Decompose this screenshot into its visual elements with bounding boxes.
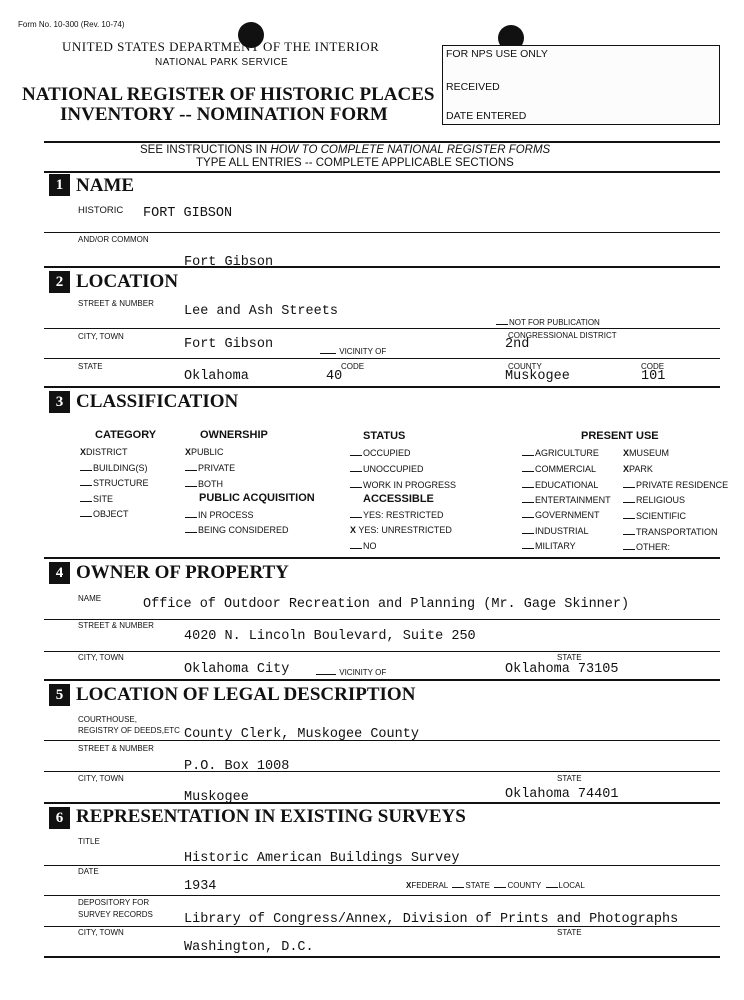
courthouse-label: COURTHOUSE, bbox=[78, 715, 137, 724]
registry-label: REGISTRY OF DEEDS,ETC bbox=[78, 726, 180, 735]
survey-city-value: Washington, D.C. bbox=[184, 940, 314, 955]
common-name-label: AND/OR COMMON bbox=[78, 235, 149, 244]
present-use-option: XMUSEUM bbox=[623, 448, 670, 458]
owner-name-label: NAME bbox=[78, 594, 102, 603]
depository-label-2: SURVEY RECORDS bbox=[78, 910, 153, 919]
historic-name-value: FORT GIBSON bbox=[143, 206, 233, 221]
department-name: UNITED STATES DEPARTMENT OF THE INTERIOR bbox=[62, 39, 380, 54]
ownership-option: PRIVATE bbox=[185, 463, 235, 473]
city-label: CITY, TOWN bbox=[78, 332, 124, 341]
county-label: COUNTY bbox=[508, 362, 542, 371]
access-option: NO bbox=[350, 541, 377, 551]
section-title-surveys: REPRESENTATION IN EXISTING SURVEYS bbox=[76, 806, 466, 827]
county-code-value: 101 bbox=[641, 369, 666, 384]
present-use-heading: PRESENT USE bbox=[581, 430, 659, 442]
legal-street-value: P.O. Box 1008 bbox=[184, 759, 290, 774]
common-name-value: Fort Gibson bbox=[184, 255, 274, 270]
status-option: UNOCCUPIED bbox=[350, 464, 424, 474]
category-option: XDISTRICT bbox=[80, 447, 128, 457]
section-title-name: NAME bbox=[76, 175, 135, 196]
access-option: YES: RESTRICTED bbox=[350, 510, 444, 520]
survey-state-label: STATE bbox=[557, 928, 582, 937]
county-value: Muskogee bbox=[505, 369, 570, 384]
owner-street-label: STREET & NUMBER bbox=[78, 621, 154, 630]
ownership-heading: OWNERSHIP bbox=[200, 429, 268, 441]
historic-label: HISTORIC bbox=[78, 205, 124, 216]
location-state-value: Oklahoma bbox=[184, 369, 249, 384]
section-number-2: 2 bbox=[49, 271, 70, 293]
present-use-option: INDUSTRIAL bbox=[522, 526, 589, 536]
survey-date-value: 1934 bbox=[184, 879, 217, 894]
form-title-line1: NATIONAL REGISTER OF HISTORIC PLACES bbox=[22, 84, 435, 105]
owner-vicinity-of: VICINITY OF bbox=[316, 668, 386, 677]
status-heading: STATUS bbox=[363, 430, 406, 442]
location-city-value: Fort Gibson bbox=[184, 337, 274, 352]
congressional-district-label: CONGRESSIONAL DISTRICT bbox=[508, 331, 617, 340]
section-number-6: 6 bbox=[49, 807, 70, 829]
section-title-legal-description: LOCATION OF LEGAL DESCRIPTION bbox=[76, 684, 416, 705]
present-use-option: MILITARY bbox=[522, 541, 576, 551]
survey-title-value: Historic American Buildings Survey bbox=[184, 851, 460, 866]
status-option: WORK IN PROGRESS bbox=[350, 480, 456, 490]
owner-state-value: Oklahoma 73105 bbox=[505, 662, 619, 677]
present-use-option: TRANSPORTATION bbox=[623, 527, 718, 537]
county-code-label: CODE bbox=[641, 362, 665, 371]
instructions-line1: SEE INSTRUCTIONS IN HOW TO COMPLETE NATIONAL REGISTER FORMS bbox=[140, 144, 551, 156]
owner-city-label: CITY, TOWN bbox=[78, 653, 124, 662]
vicinity-of: VICINITY OF bbox=[320, 347, 386, 356]
section-number-3: 3 bbox=[49, 391, 70, 413]
nps-received-label: RECEIVED bbox=[446, 81, 500, 93]
service-name: NATIONAL PARK SERVICE bbox=[155, 57, 289, 68]
category-option: STRUCTURE bbox=[80, 478, 149, 488]
survey-title-label: TITLE bbox=[78, 837, 100, 846]
section-title-location: LOCATION bbox=[76, 271, 179, 292]
survey-level-options: XFEDERAL STATE COUNTY LOCAL bbox=[406, 881, 585, 890]
legal-street-label: STREET & NUMBER bbox=[78, 744, 154, 753]
owner-state-label: STATE bbox=[557, 653, 582, 662]
nps-use-title: FOR NPS USE ONLY bbox=[446, 48, 548, 60]
state-code-label: CODE bbox=[341, 362, 365, 371]
present-use-option: XPARK bbox=[623, 464, 653, 474]
depository-value: Library of Congress/Annex, Division of Prints and Photographs bbox=[184, 912, 679, 927]
legal-city-label: CITY, TOWN bbox=[78, 774, 124, 783]
section-title-owner: OWNER OF PROPERTY bbox=[76, 562, 289, 583]
present-use-option: SCIENTIFIC bbox=[623, 511, 686, 521]
access-option: X YES: UNRESTRICTED bbox=[350, 525, 452, 535]
nps-date-entered-label: DATE ENTERED bbox=[446, 110, 527, 122]
location-street-value: Lee and Ash Streets bbox=[184, 304, 338, 319]
owner-street-value: 4020 N. Lincoln Boulevard, Suite 250 bbox=[184, 629, 476, 644]
category-option: SITE bbox=[80, 494, 113, 504]
legal-state-label: STATE bbox=[557, 774, 582, 783]
form-title-line2: INVENTORY -- NOMINATION FORM bbox=[60, 104, 388, 125]
courthouse-value: County Clerk, Muskogee County bbox=[184, 727, 419, 742]
state-code-value: 40 bbox=[326, 369, 343, 384]
category-heading: CATEGORY bbox=[95, 429, 157, 441]
survey-city-label: CITY, TOWN bbox=[78, 928, 124, 937]
acquisition-option: BEING CONSIDERED bbox=[185, 525, 289, 535]
ownership-option: BOTH bbox=[185, 479, 223, 489]
category-option: BUILDING(S) bbox=[80, 463, 148, 473]
section-number-1: 1 bbox=[49, 174, 70, 196]
present-use-option: COMMERCIAL bbox=[522, 464, 596, 474]
section-number-4: 4 bbox=[49, 562, 70, 584]
owner-name-value: Office of Outdoor Recreation and Planning (Mr. Gage Skinner) bbox=[143, 597, 630, 612]
status-option: OCCUPIED bbox=[350, 448, 411, 458]
present-use-option: AGRICULTURE bbox=[522, 448, 599, 458]
present-use-option: GOVERNMENT bbox=[522, 510, 600, 520]
instructions-line2: TYPE ALL ENTRIES -- COMPLETE APPLICABLE SECTIONS bbox=[196, 157, 514, 169]
ownership-option: XPUBLIC bbox=[185, 447, 224, 457]
accessible-heading: ACCESSIBLE bbox=[363, 493, 434, 505]
present-use-option: ENTERTAINMENT bbox=[522, 495, 611, 505]
congressional-district-value: 2nd bbox=[505, 337, 530, 352]
category-option: OBJECT bbox=[80, 509, 129, 519]
present-use-option: EDUCATIONAL bbox=[522, 480, 598, 490]
form-number: Form No. 10-300 (Rev. 10-74) bbox=[18, 20, 125, 29]
street-label: STREET & NUMBER bbox=[78, 299, 154, 308]
depository-label-1: DEPOSITORY FOR bbox=[78, 898, 150, 907]
legal-state-value: Oklahoma 74401 bbox=[505, 787, 619, 802]
acquisition-option: IN PROCESS bbox=[185, 510, 254, 520]
owner-city-value: Oklahoma City bbox=[184, 662, 290, 677]
present-use-option: RELIGIOUS bbox=[623, 495, 685, 505]
not-for-publication: NOT FOR PUBLICATION bbox=[496, 318, 600, 327]
section-number-5: 5 bbox=[49, 684, 70, 706]
present-use-option: PRIVATE RESIDENCE bbox=[623, 480, 728, 490]
section-title-classification: CLASSIFICATION bbox=[76, 391, 239, 412]
survey-date-label: DATE bbox=[78, 867, 99, 876]
state-label: STATE bbox=[78, 362, 103, 371]
legal-city-value: Muskogee bbox=[184, 790, 249, 805]
public-acquisition-heading: PUBLIC ACQUISITION bbox=[199, 492, 315, 504]
present-use-option: OTHER: bbox=[623, 542, 670, 552]
